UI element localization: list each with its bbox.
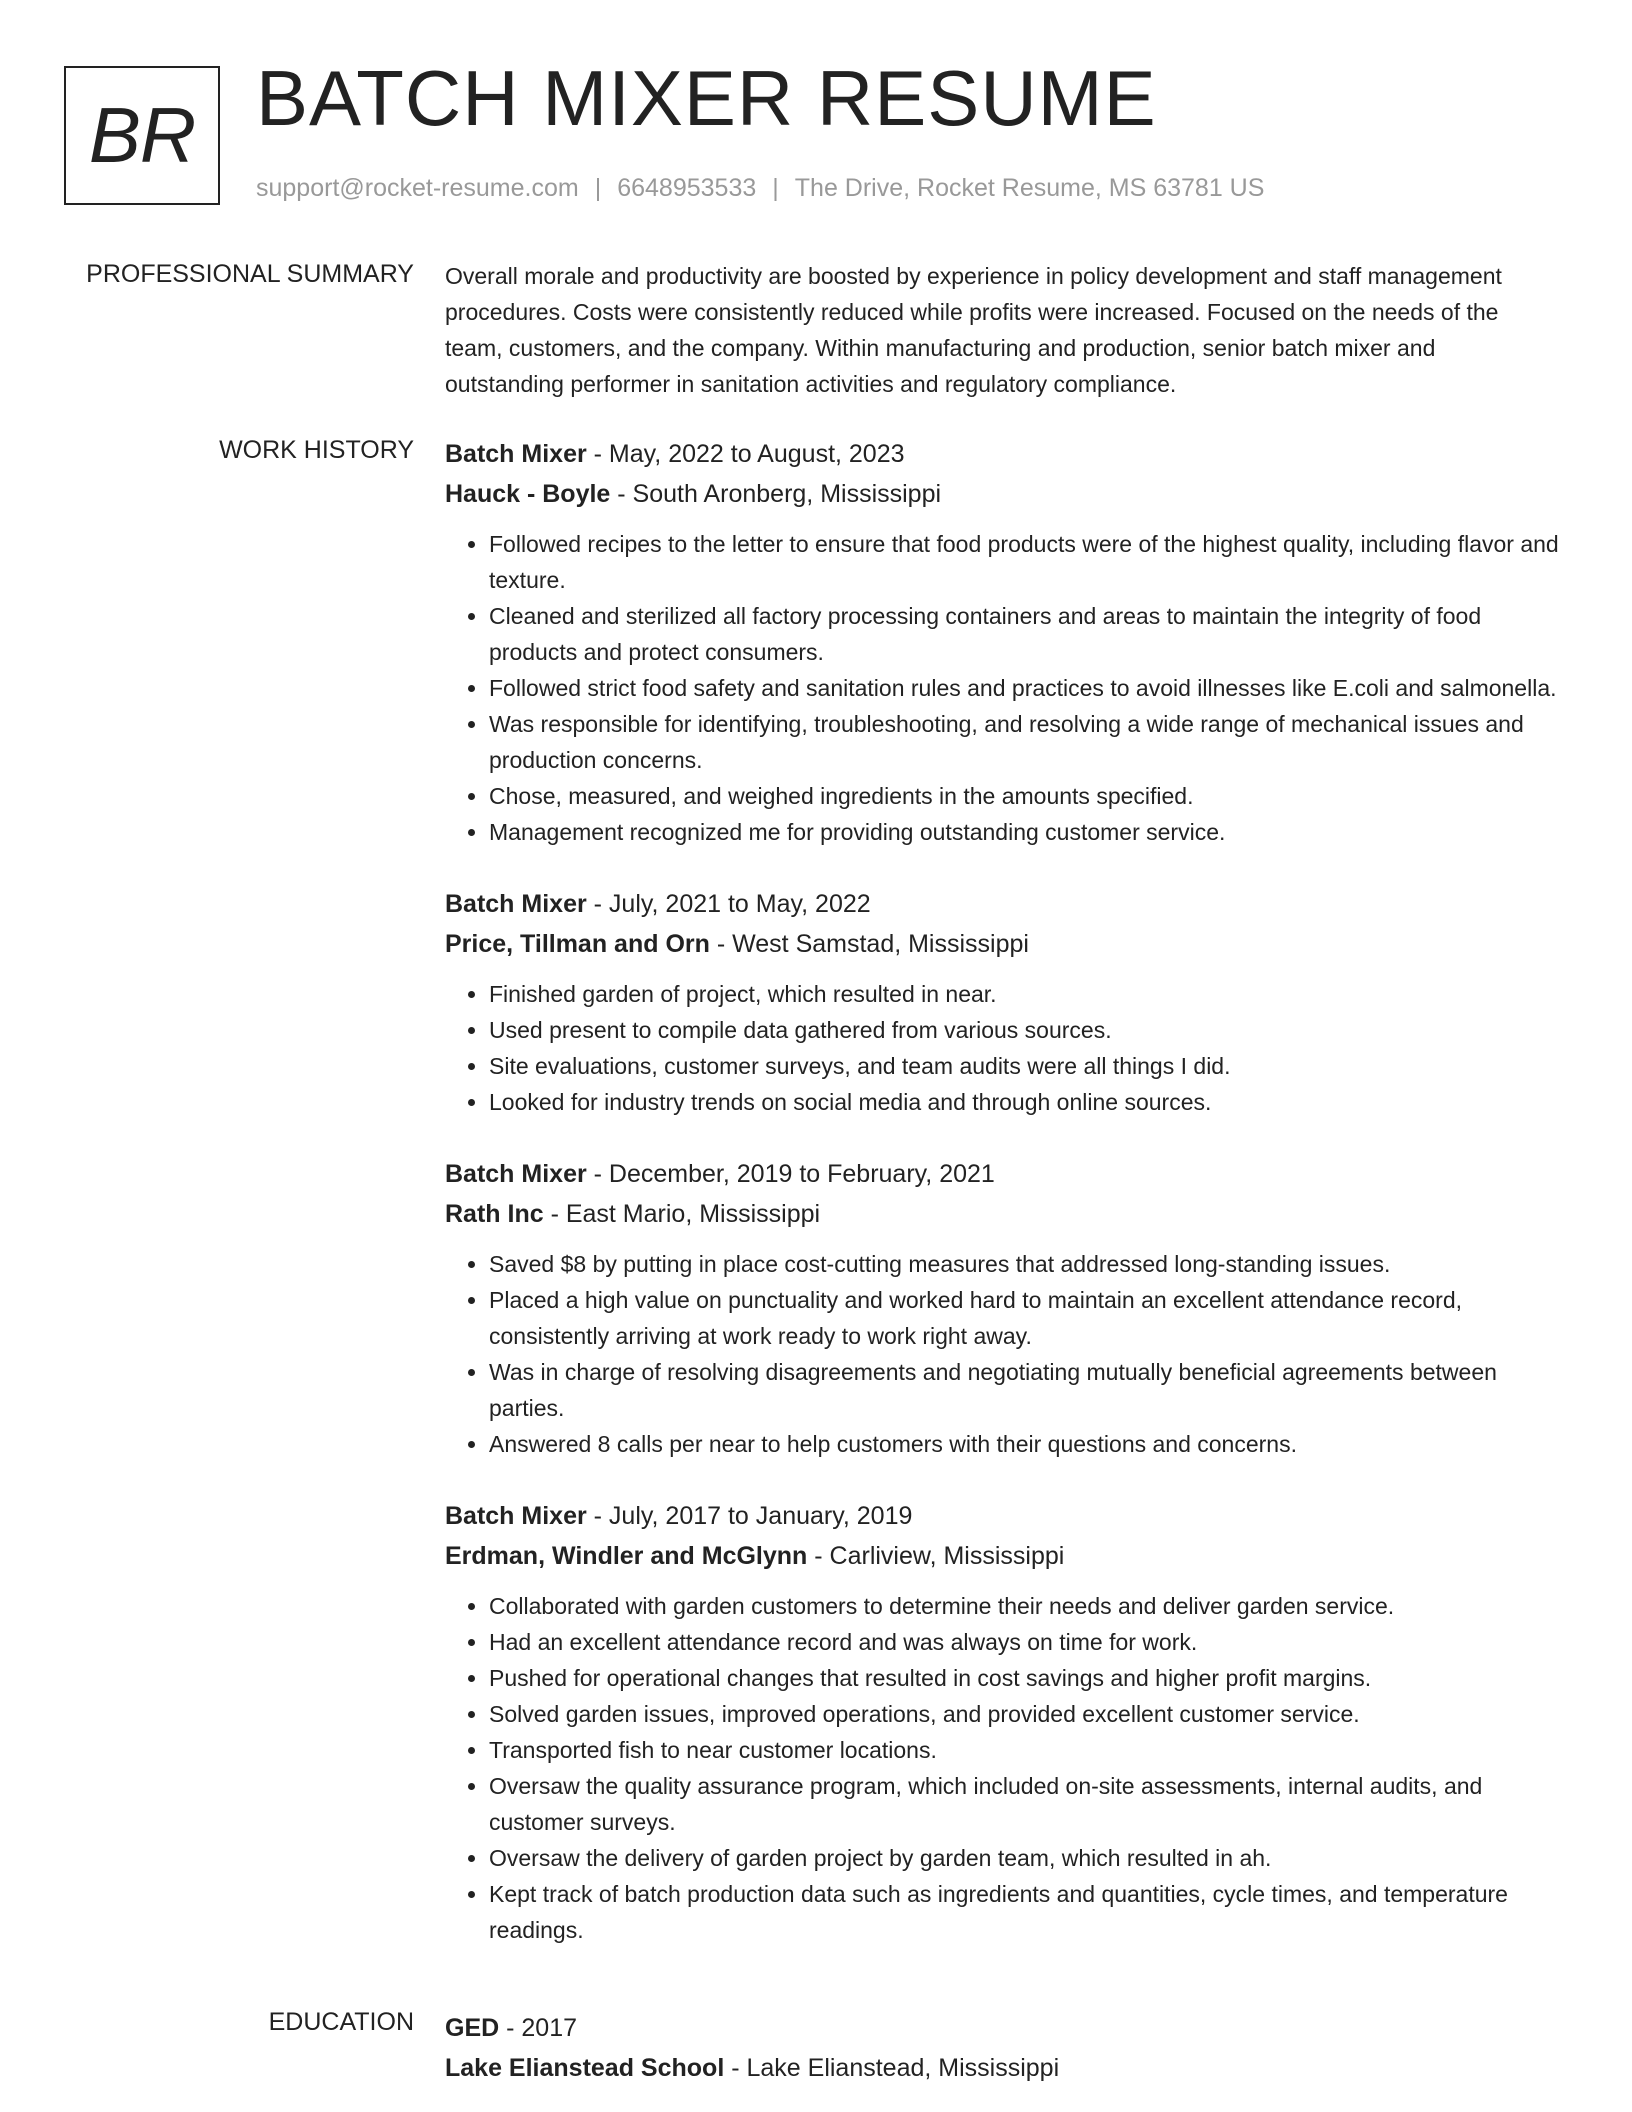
job-dates: - July, 2017 to January, 2019 [586, 1502, 913, 1530]
job-bullet: • Followed strict food safety and sanitation rules and practices to avoid illnesses like E.coli and salmonella. [489, 670, 1560, 706]
monogram-initials: BR [88, 91, 196, 179]
contact-separator: | [772, 174, 779, 202]
job-entry [445, 1496, 1560, 1948]
education-school-line [445, 2048, 1560, 2088]
job-bullet: • Management recognized me for providing outstanding customer service. [489, 814, 1560, 850]
job-entry [445, 1154, 1560, 1462]
job-bullet: • Finished garden of project, which resulted in near. [489, 976, 1560, 1012]
job-bullet: • Transported fish to near customer locations. [489, 1732, 1560, 1768]
job-title-line [445, 434, 1560, 474]
job-location: - Carliview, Mississippi [807, 1542, 1065, 1570]
job-bullet: • Site evaluations, customer surveys, and team audits were all things I did. [489, 1048, 1560, 1084]
job-company: Hauck - Boyle [445, 480, 611, 508]
job-company-line [445, 1194, 1560, 1234]
contact-email[interactable]: support@rocket-resume.com [256, 174, 579, 202]
job-bullet: • Was in charge of resolving disagreements and negotiating mutually beneficial agreements between parties. [489, 1354, 1560, 1426]
job-location: - West Samstad, Mississippi [709, 930, 1029, 958]
job-title-line [445, 1496, 1560, 1536]
job-company: Erdman, Windler and McGlynn [445, 1542, 808, 1570]
job-bullets [445, 1588, 1560, 1948]
job-dates: - July, 2021 to May, 2022 [586, 890, 871, 918]
job-bullet: • Followed recipes to the letter to ensure that food products were of the highest quality, including flavor and texture. [489, 526, 1560, 598]
education-year: - 2017 [499, 2014, 578, 2042]
job-bullets [445, 976, 1560, 1120]
job-bullet: • Used present to compile data gathered from various sources. [489, 1012, 1560, 1048]
job-company: Price, Tillman and Orn [445, 930, 710, 958]
job-bullet: • Oversaw the quality assurance program, which included on-site assessments, internal audits, and customer surveys. [489, 1768, 1560, 1840]
contact-separator: | [594, 174, 602, 202]
job-bullets [445, 526, 1560, 850]
job-bullets [445, 1246, 1560, 1462]
job-company-line [445, 924, 1560, 964]
job-dates: - May, 2022 to August, 2023 [586, 440, 905, 468]
job-location: - East Mario, Mississippi [543, 1200, 821, 1228]
job-bullet: • Looked for industry trends on social media and through online sources. [489, 1084, 1560, 1120]
job-bullet: • Was responsible for identifying, troubleshooting, and resolving a wide range of mechanical issues and production concerns. [489, 706, 1560, 778]
education-degree: GED [445, 2014, 500, 2042]
resume-title: BATCH MIXER RESUME [256, 54, 1157, 142]
job-bullet: • Pushed for operational changes that resulted in cost savings and higher profit margins. [489, 1660, 1560, 1696]
contact-line [256, 174, 1264, 203]
job-bullet: • Solved garden issues, improved operations, and provided excellent customer service. [489, 1696, 1560, 1732]
section-label-work-history: WORK HISTORY [219, 436, 414, 464]
job-title: Batch Mixer [445, 1502, 587, 1530]
education-location: - Lake Elianstead, Mississippi [724, 2054, 1060, 2082]
job-title: Batch Mixer [445, 1160, 587, 1188]
education-school: Lake Elianstead School [445, 2054, 725, 2082]
job-title: Batch Mixer [445, 440, 587, 468]
job-title: Batch Mixer [445, 890, 587, 918]
job-bullet: • Had an excellent attendance record and was always on time for work. [489, 1624, 1560, 1660]
job-bullet: • Answered 8 calls per near to help customers with their questions and concerns. [489, 1426, 1560, 1462]
job-dates: - December, 2019 to February, 2021 [586, 1160, 995, 1188]
summary-text: Overall morale and productivity are boosted by experience in policy development and staff management procedures. Costs were consistently reduced while profits were increased. Focused on the needs of the team, customers, and the company. Within manufacturing and production, senior batch mixer and outstanding performer in sanitation activities and regulatory compliance. [445, 263, 1502, 397]
job-bullet: • Collaborated with garden customers to determine their needs and deliver garden service. [489, 1588, 1560, 1624]
job-bullet: • Oversaw the delivery of garden project by garden team, which resulted in ah. [489, 1840, 1560, 1876]
job-title-line [445, 884, 1560, 924]
job-location: - South Aronberg, Mississippi [610, 480, 942, 508]
job-title-line [445, 1154, 1560, 1194]
job-bullet: • Saved $8 by putting in place cost-cutting measures that addressed long-standing issues. [489, 1246, 1560, 1282]
job-bullet: • Kept track of batch production data such as ingredients and quantities, cycle times, and temperature readings. [489, 1876, 1560, 1948]
job-company: Rath Inc [445, 1200, 544, 1228]
monogram-logo [64, 66, 220, 205]
contact-address: The Drive, Rocket Resume, MS 63781 US [794, 174, 1265, 202]
education-degree-line [445, 2008, 1560, 2048]
section-label-summary: PROFESSIONAL SUMMARY [86, 260, 414, 288]
job-entry [445, 434, 1560, 850]
contact-phone[interactable]: 6648953533 [617, 174, 757, 202]
job-bullet: • Placed a high value on punctuality and worked hard to maintain an excellent attendance record, consistently arriving at work ready to work right away. [489, 1282, 1560, 1354]
job-bullet: • Cleaned and sterilized all factory processing containers and areas to maintain the integrity of food products and protect consumers. [489, 598, 1560, 670]
job-bullet: • Chose, measured, and weighed ingredients in the amounts specified. [489, 778, 1560, 814]
job-company-line [445, 1536, 1560, 1576]
section-label-education: EDUCATION [268, 2008, 414, 2036]
job-entry [445, 884, 1560, 1120]
job-company-line [445, 474, 1560, 514]
